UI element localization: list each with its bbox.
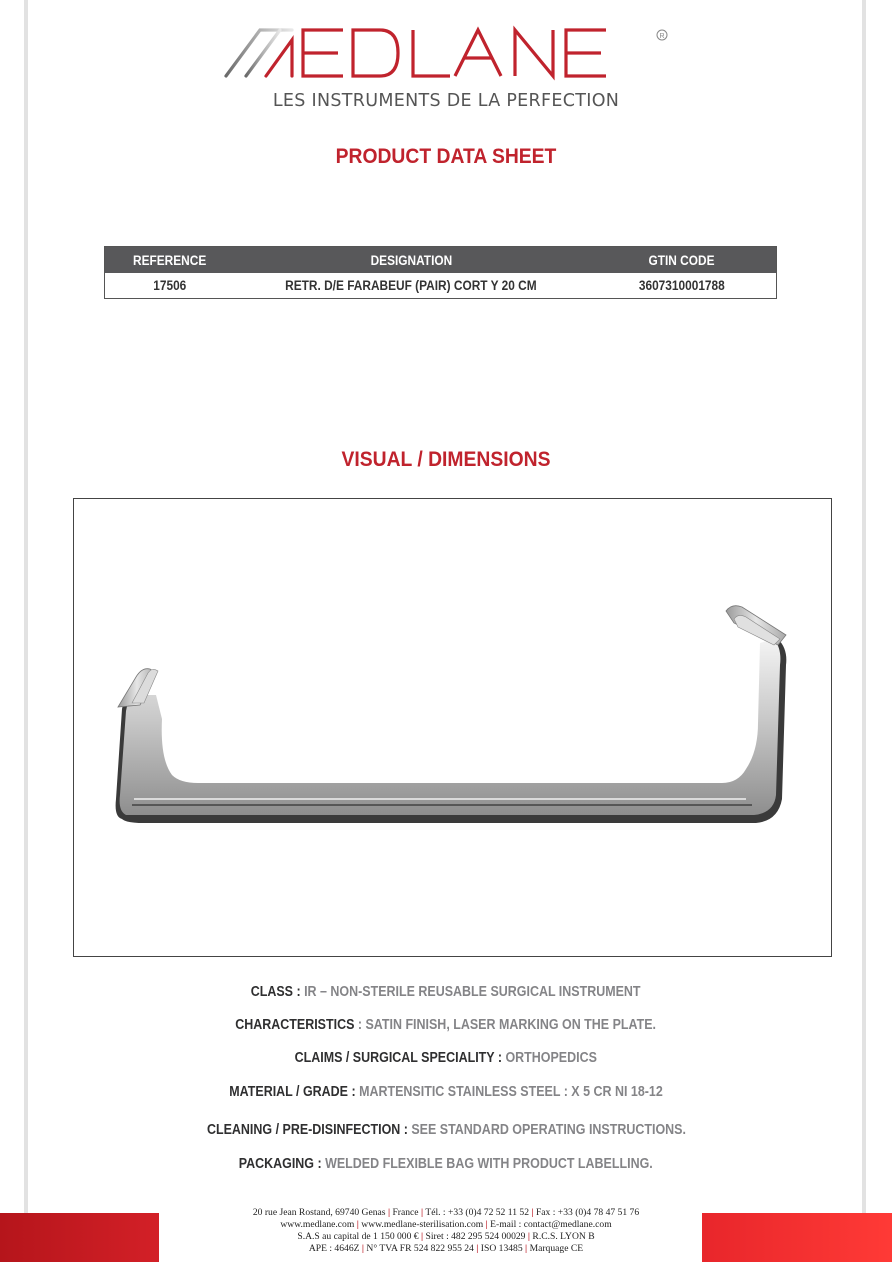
- spec-cleaning: CLEANING / PRE-DISINFECTION : SEE STANDARD OPERATING INSTRUCTIONS.: [206, 1122, 686, 1138]
- brand-tagline: LES INSTRUMENTS DE LA PERFECTION: [272, 91, 620, 111]
- table-header-row: [105, 247, 777, 274]
- cell-designation: RETR. D/E FARABEUF (PAIR) CORT Y 20 CM: [285, 278, 537, 293]
- logo-m-mark: [226, 30, 292, 76]
- farabeuf-retractor-image: [74, 499, 833, 958]
- header-designation: DESIGNATION: [235, 247, 588, 274]
- spec-packaging: PACKAGING : WELDED FLEXIBLE BAG WITH PRODUCT LABELLING.: [238, 1156, 654, 1172]
- spec-characteristics: CHARACTERISTICS : SATIN FINISH, LASER MARKING ON THE PLATE.: [235, 1017, 657, 1033]
- title-product-data-sheet: PRODUCT DATA SHEET: [335, 145, 557, 168]
- visual-box: [73, 498, 832, 957]
- table-row: [105, 273, 777, 299]
- footer-line-address: 20 rue Jean Rostand, 69740 Genas | France | Tél. : +33 (0)4 72 52 11 52 | Fax : +33 (0)4 78 47 51 76: [252, 1207, 640, 1218]
- logo-letters: [303, 30, 606, 76]
- footer-contact: [0, 1207, 892, 1255]
- cell-reference: 17506: [153, 278, 187, 293]
- footer-line-company: S.A.S au capital de 1 150 000 € | Siret : 482 295 524 00029 | R.C.S. LYON B: [297, 1231, 595, 1242]
- footer-line-web: www.medlane.com | www.medlane-sterilisation.com | E-mail : contact@medlane.com: [280, 1219, 612, 1230]
- spec-claims: CLAIMS / SURGICAL SPECIALITY : ORTHOPEDICS: [294, 1050, 598, 1066]
- title-visual-dimensions: VISUAL / DIMENSIONS: [341, 448, 551, 471]
- cell-gtin: 3607310001788: [638, 278, 725, 293]
- header-gtin: GTIN CODE: [587, 247, 776, 274]
- reference-table: [104, 246, 777, 299]
- spec-material: MATERIAL / GRADE : MARTENSITIC STAINLESS STEEL : X 5 CR NI 18-12: [229, 1084, 663, 1100]
- footer-line-legal: APE : 4646Z | N° TVA FR 524 822 955 24 | ISO 13485 | Marquage CE: [308, 1243, 584, 1254]
- spec-class: CLASS : IR – NON-STERILE REUSABLE SURGICAL INSTRUMENT: [251, 984, 641, 1000]
- header-reference: REFERENCE: [105, 247, 235, 274]
- registered-mark: R: [659, 33, 665, 40]
